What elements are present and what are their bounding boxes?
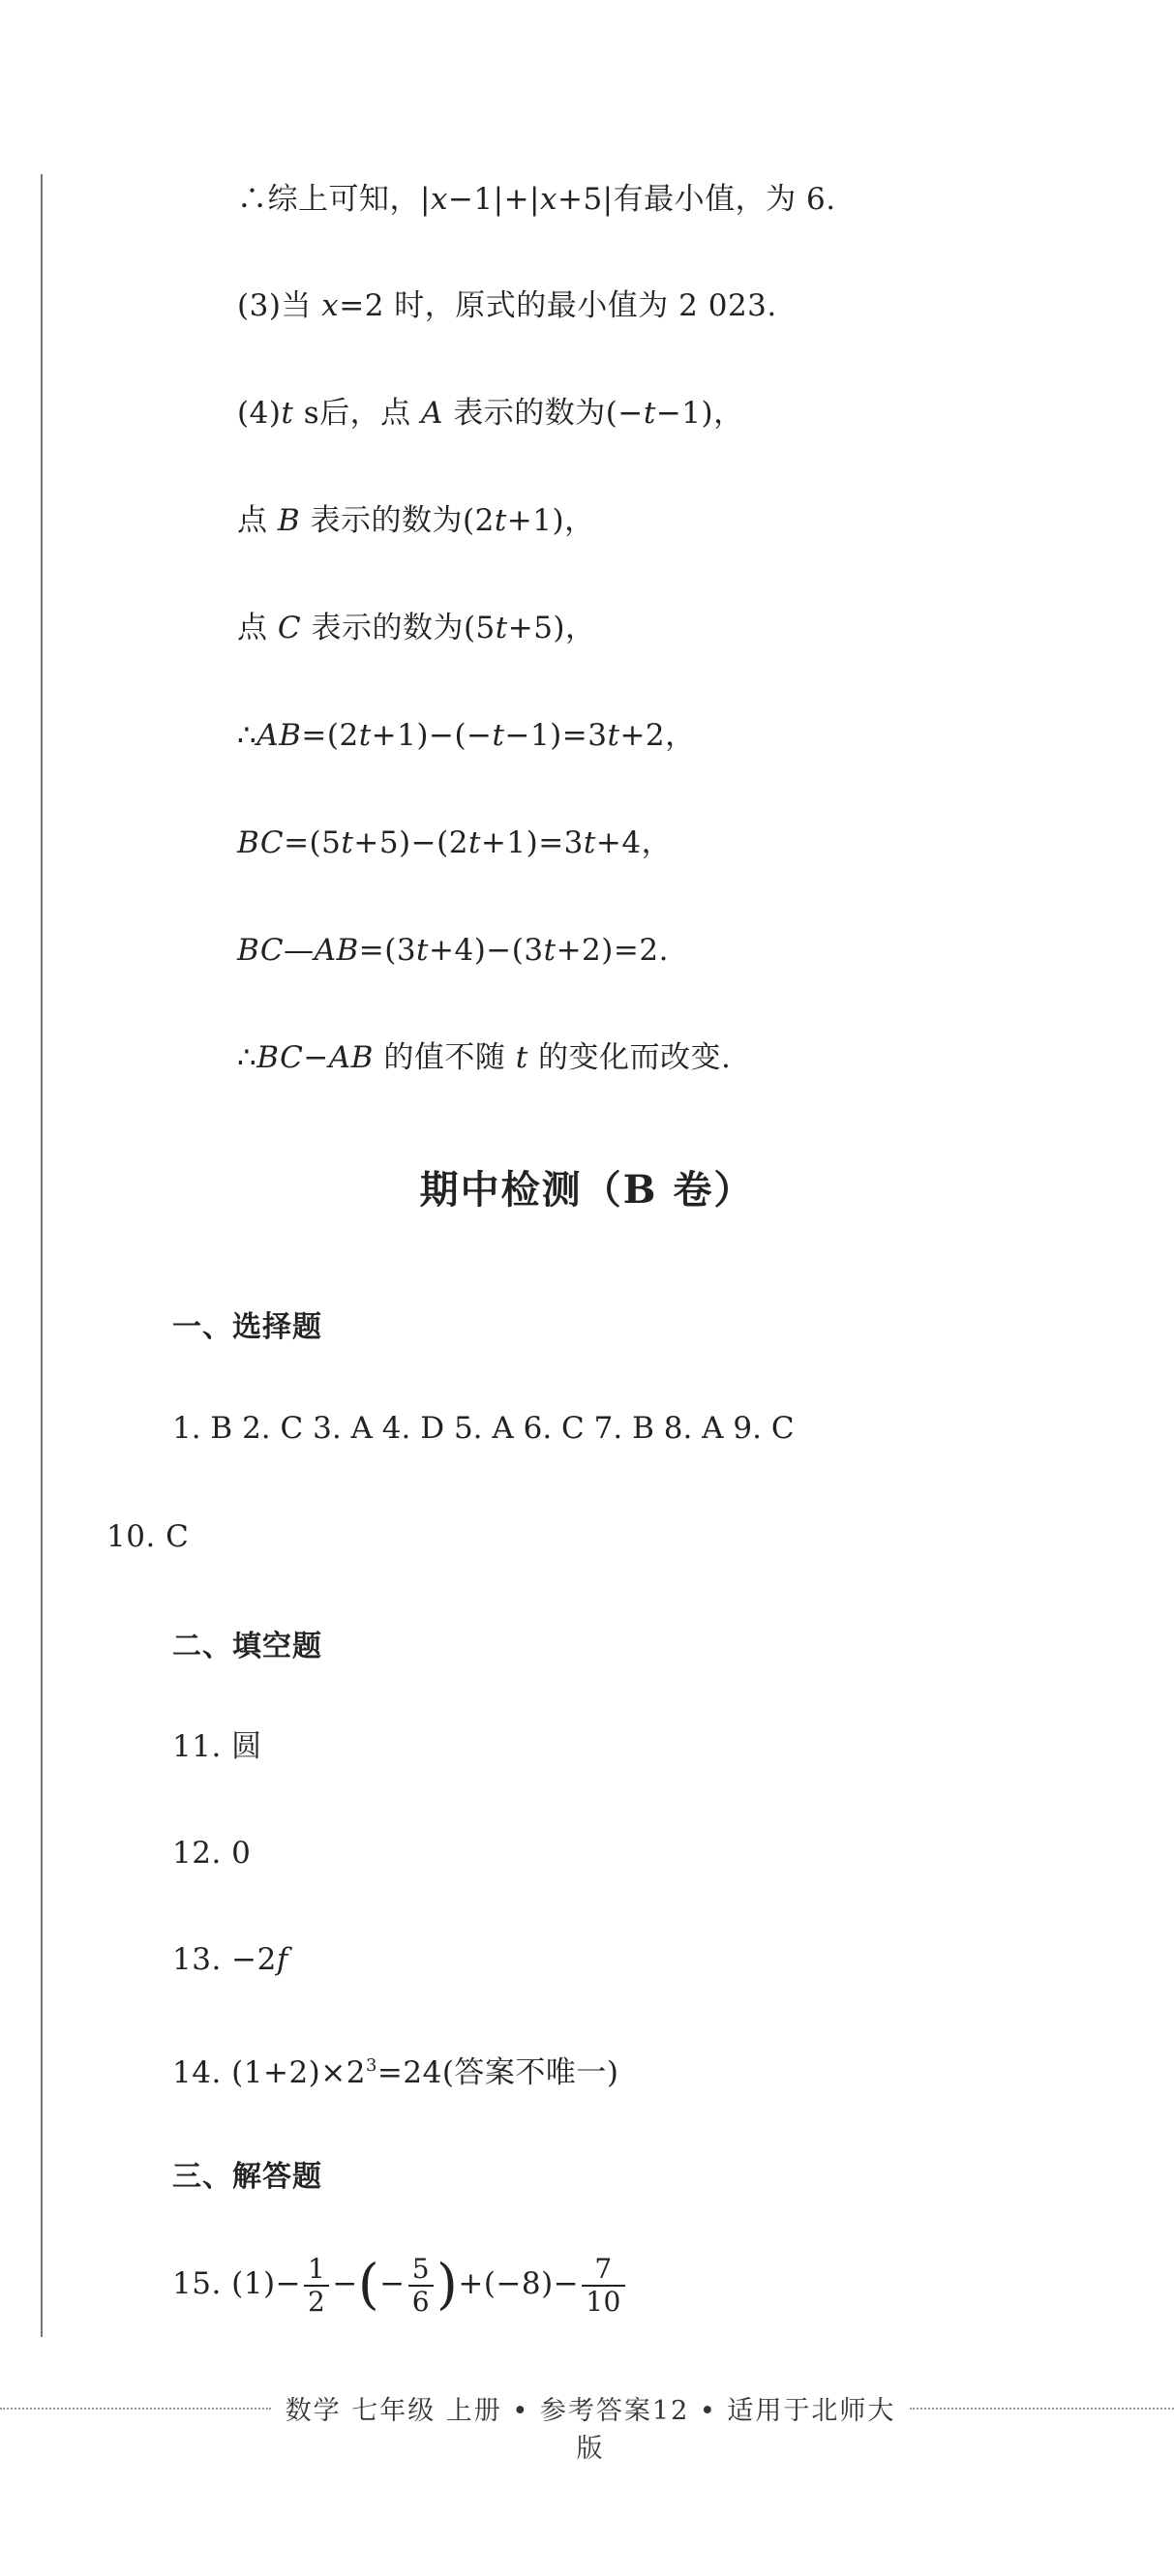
answer-item: 6. C: [523, 1411, 585, 1446]
proof-line-1: ∴综上可知，|x−1|+|x+5|有最小值，为 6.: [237, 182, 836, 217]
section-title: 期中检测（B 卷）: [419, 1167, 755, 1213]
proof-line-2: (3)当 x=2 时，原式的最小值为 2 023.: [237, 288, 777, 323]
proof-line-3: (4)t s后，点 A 表示的数为(−t−1)，: [237, 396, 744, 431]
heading-fill-in: 二、填空题: [172, 1630, 322, 1663]
proof-line-7: BC=(5t+5)−(2t+1)=3t+4，: [237, 825, 673, 860]
proof-line-8: BC—AB=(3t+4)−(3t+2)=2.: [237, 933, 669, 968]
answer-item: 2. C: [242, 1411, 304, 1446]
fraction: $\frac{7}{10}$: [582, 2254, 625, 2318]
fill-answer-14: 14. $(1+2)\times 2^3=24$(答案不唯一): [172, 2055, 619, 2090]
answer-item: 5. A: [453, 1411, 514, 1446]
heading-solutions: 三、解答题: [172, 2160, 322, 2194]
answer-item: 4. D: [381, 1411, 445, 1446]
answer-item: 3. A: [313, 1411, 373, 1446]
footer-dotted-rule-right: [910, 2408, 1174, 2410]
answer-item: 8. A: [663, 1411, 724, 1446]
fraction: $\frac{1}{2}$: [304, 2254, 329, 2318]
proof-line-9: ∴BC−AB 的值不随 t 的变化而改变.: [237, 1040, 732, 1075]
proof-line-4: 点 B 表示的数为(2t+1)，: [237, 503, 595, 538]
solution-15-expression: 15. (1)− $\frac{1}{2}$ −(− $\frac{5}{6}$ )+(−8)− $\frac{7}{10}$: [172, 2250, 628, 2318]
margin-rule: [41, 174, 43, 2337]
answer-item: 9. C: [733, 1411, 795, 1446]
fraction: $\frac{5}{6}$: [408, 2254, 434, 2318]
answer-item-10: 10. C: [106, 1519, 190, 1554]
fill-answer-12: 12. 0: [172, 1836, 252, 1871]
footer-dotted-rule-left: [0, 2408, 271, 2410]
heading-multiple-choice: 一、选择题: [172, 1310, 322, 1344]
choice-answers: [172, 1411, 795, 1446]
page-footer: 数学 七年级 上册 • 参考答案12 • 适用于北师大版: [285, 2396, 896, 2464]
proof-line-6: ∴AB=(2t+1)−(−t−1)=3t+2，: [237, 718, 696, 753]
proof-line-5: 点 C 表示的数为(5t+5)，: [237, 611, 596, 645]
answer-item: 7. B: [593, 1411, 654, 1446]
fill-answer-13: 13. −2f: [172, 1942, 288, 1977]
fill-answer-11: 11. 圆: [172, 1729, 262, 1764]
answer-item: 1. B: [172, 1411, 233, 1446]
